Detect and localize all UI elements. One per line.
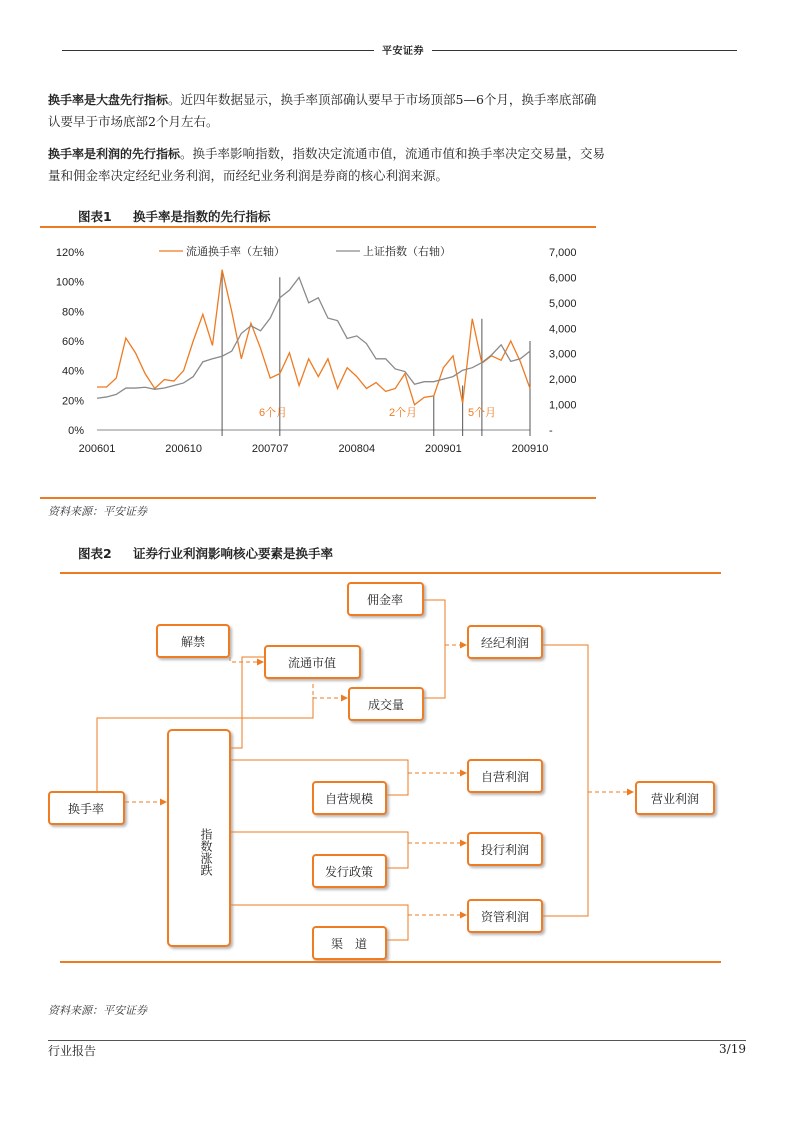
node-channel-label: 渠 道 [330,937,368,951]
arrow-floatcap-volume [313,684,347,698]
y-left-tick-label: 40% [61,365,84,378]
y-right-tick-label: 1,000 [549,399,577,412]
x-tick-label: 200804 [338,443,376,455]
y-left-tick-label: 0% [68,425,84,437]
y-right-tick-label: 4,000 [549,323,577,336]
node-operating-profit-label: 营业利润 [650,792,700,806]
y-left-tick-label: 80% [61,306,84,319]
node-issue-policy-label: 发行政策 [324,865,374,879]
node-index-change-label: 指数涨跌 [199,828,213,876]
annotation-label: 5个月 [467,407,497,419]
figure1-source: 资料来源：平安证券 [48,505,147,518]
paragraph-1-body: 。近四年数据显示，换手率顶部确认要早于市场顶部5—6个月，换手率底部确认要早于市场底部2个月左右。 [48,92,597,129]
footer-report-type: 行业报告 [48,1044,97,1058]
y-right-tick-label: 5,000 [549,297,577,310]
node-turnover-label: 换手率 [67,802,105,816]
figure2-source: 资料来源：平安证券 [48,1004,147,1017]
y-left-tick-label: 100% [55,276,84,289]
figure2-title-text: 证券行业利润影响核心要素是换手率 [133,546,334,561]
annotation-label: 2个月 [388,407,418,419]
header-logo: 平安证券 [382,46,424,57]
annotation-label: 6个月 [258,407,288,419]
connector-index-floatcap [230,657,265,748]
node-commission-label: 佣金率 [366,593,404,607]
paragraph-2-lead: 换手率是利润的先行指标 [48,147,181,161]
paragraph-1-lead: 换手率是大盘先行指标 [48,93,169,107]
x-tick-label: 200601 [78,443,116,455]
node-ib-profit-label: 投行利润 [480,843,530,857]
figure1-title-text: 换手率是指数的先行指标 [133,209,271,224]
y-right-tick-label: 2,000 [549,374,577,387]
footer-rule [48,1040,746,1041]
node-float-cap-label: 流通市值 [287,656,337,670]
y-right-tick-label: 3,000 [549,348,577,361]
paragraph-2-body: 。换手率影响指数，指数决定流通市值，流通市值和换手率决定交易量，交易量和佣金率决定经纪业务利润，而经纪业务利润是券商的核心利润来源。 [48,146,606,183]
footer-page-number: 3/19 [719,1042,746,1056]
node-am-profit-label: 资管利润 [480,910,530,924]
connector-commission-right [423,600,445,698]
x-tick-label: 200901 [425,443,462,455]
connector-profits-join [542,645,588,916]
y-left-tick-label: 60% [61,336,84,348]
arrow-unlock-floatcap [230,657,263,662]
figure1-label: 图表1 [78,209,112,224]
figure2-label: 图表2 [78,546,112,561]
y-right-tick-label: 6,000 [549,272,577,285]
y-right-tick-label: 7,000 [549,247,577,259]
y-left-tick-label: 120% [55,247,84,259]
node-prop-scale-label: 自营规模 [324,792,374,806]
node-prop-profit-label: 自营利润 [480,770,530,784]
y-left-tick-label: 20% [61,395,84,408]
x-tick-label: 200910 [511,443,549,455]
x-tick-label: 200707 [251,443,289,455]
legend-label-1: 流通换手率（左轴） [186,246,285,258]
figure2-bottom-rule [60,961,721,963]
node-volume-label: 成交量 [367,698,405,712]
legend-label-2: 上证指数（右轴） [363,246,451,258]
y-right-tick-label: - [549,425,553,437]
node-unlock-label: 解禁 [180,635,206,649]
x-tick-label: 200610 [165,443,202,455]
node-brokerage-profit-label: 经纪利润 [480,636,530,650]
